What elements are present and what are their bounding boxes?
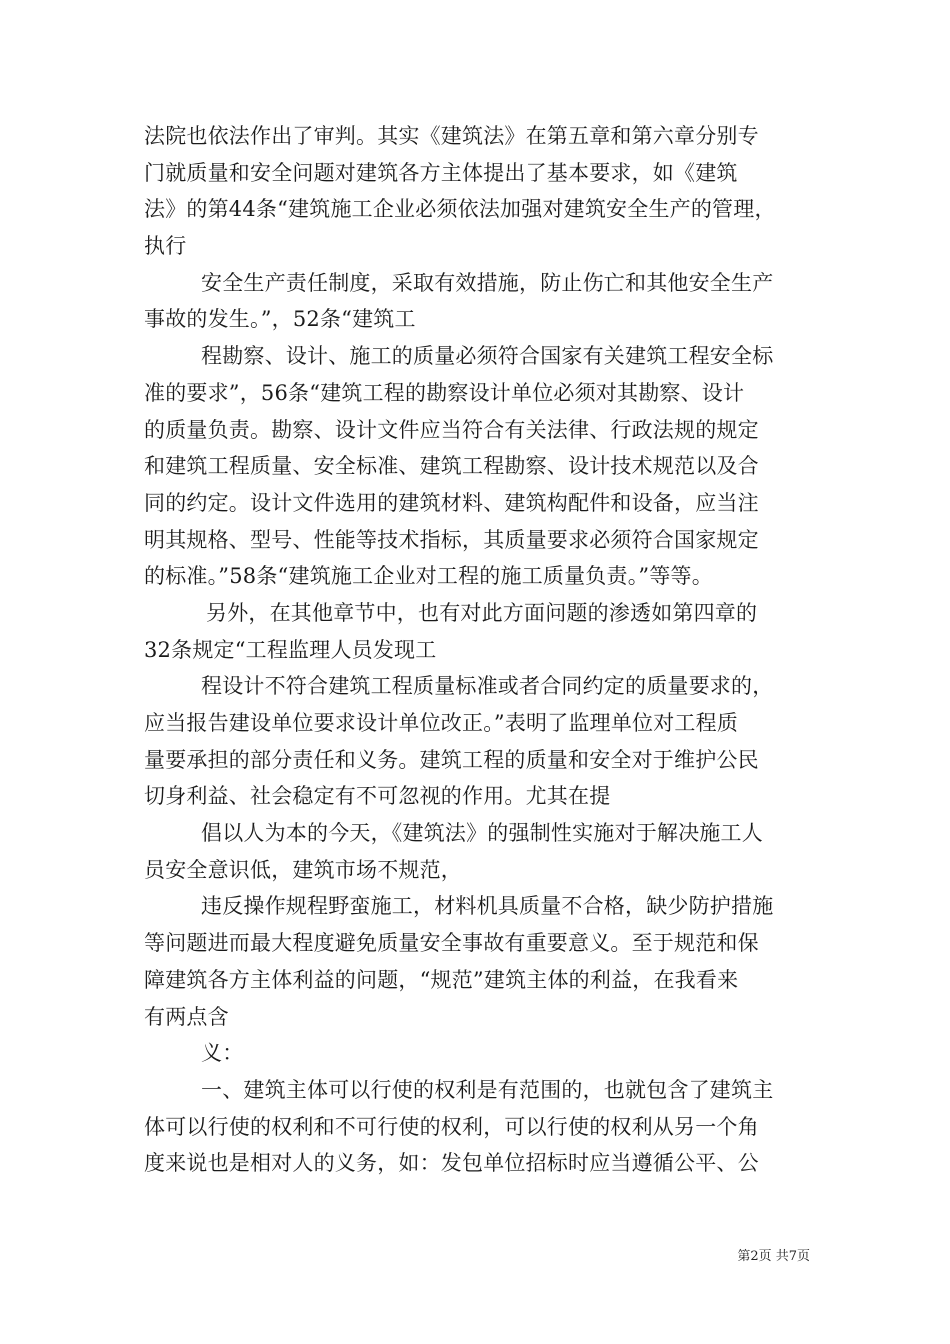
text-line: 有两点含 [144, 1004, 229, 1029]
text-line: 门就质量和安全问题对建筑各方主体提出了基本要求，如《建筑 [144, 160, 738, 185]
text-line: 义： [201, 1041, 244, 1066]
text-line: 等问题进而最大程度避免质量安全事故有重要意义。至于规范和保 [144, 931, 759, 956]
body-text [144, 118, 824, 1182]
text-line: 法》的第44条“建筑施工企业必须依法加强对建筑安全生产的管理， [144, 197, 776, 222]
text-line: 体可以行使的权利和不可行使的权利，可以行使的权利从另一个角 [144, 1114, 759, 1139]
text-line: 准的要求”，56条“建筑工程的勘察设计单位必须对其勘察、设计 [144, 380, 745, 405]
text-line: 量要承担的部分责任和义务。建筑工程的质量和安全对于维护公民 [144, 747, 759, 772]
text-line: 倡以人为本的今天，《建筑法》的强制性实施对于解决施工人 [201, 821, 763, 846]
text-line: 事故的发生。”，52条“建筑工 [144, 307, 416, 332]
text-line: 另外，在其他章节中，也有对此方面问题的渗透如第四章的 [206, 600, 758, 625]
text-line: 安全生产责任制度，采取有效措施，防止伤亡和其他安全生产 [201, 270, 774, 295]
text-line: 同的约定。设计文件选用的建筑材料、建筑构配件和设备，应当注 [144, 490, 759, 515]
text-line: 员安全意识低，建筑市场不规范， [144, 857, 462, 882]
text-line: 一、建筑主体可以行使的权利是有范围的，也就包含了建筑主 [201, 1077, 774, 1102]
text-line: 度来说也是相对人的义务，如：发包单位招标时应当遵循公平、公 [144, 1151, 759, 1176]
page-number: 第2页 共7页 [737, 1249, 810, 1264]
text-line: 32条规定“工程监理人员发现工 [144, 637, 437, 662]
text-line: 和建筑工程质量、安全标准、建筑工程勘察、设计技术规范以及合 [144, 454, 759, 479]
text-line: 执行 [144, 234, 187, 259]
text-line: 程设计不符合建筑工程质量标准或者合同约定的质量要求的， [201, 674, 774, 699]
text-line: 切身利益、社会稳定有不可忽视的作用。尤其在提 [144, 784, 611, 809]
text-line: 应当报告建设单位要求设计单位改正。”表明了监理单位对工程质 [144, 711, 739, 735]
text-line: 违反操作规程野蛮施工，材料机具质量不合格，缺少防护措施 [201, 894, 774, 919]
text-line: 明其规格、型号、性能等技术指标，其质量要求必须符合国家规定 [144, 527, 759, 552]
text-line: 程勘察、设计、施工的质量必须符合国家有关建筑工程安全标 [201, 344, 774, 369]
text-line: 的标准。”58条“建筑施工企业对工程的施工质量负责。”等等。 [144, 564, 713, 589]
text-line: 的质量负责。勘察、设计文件应当符合有关法律、行政法规的规定 [144, 417, 759, 442]
text-line: 法院也依法作出了审判。其实《建筑法》在第五章和第六章分别专 [144, 124, 759, 148]
text-line: 障建筑各方主体利益的问题，“规范”建筑主体的利益，在我看来 [144, 967, 739, 992]
